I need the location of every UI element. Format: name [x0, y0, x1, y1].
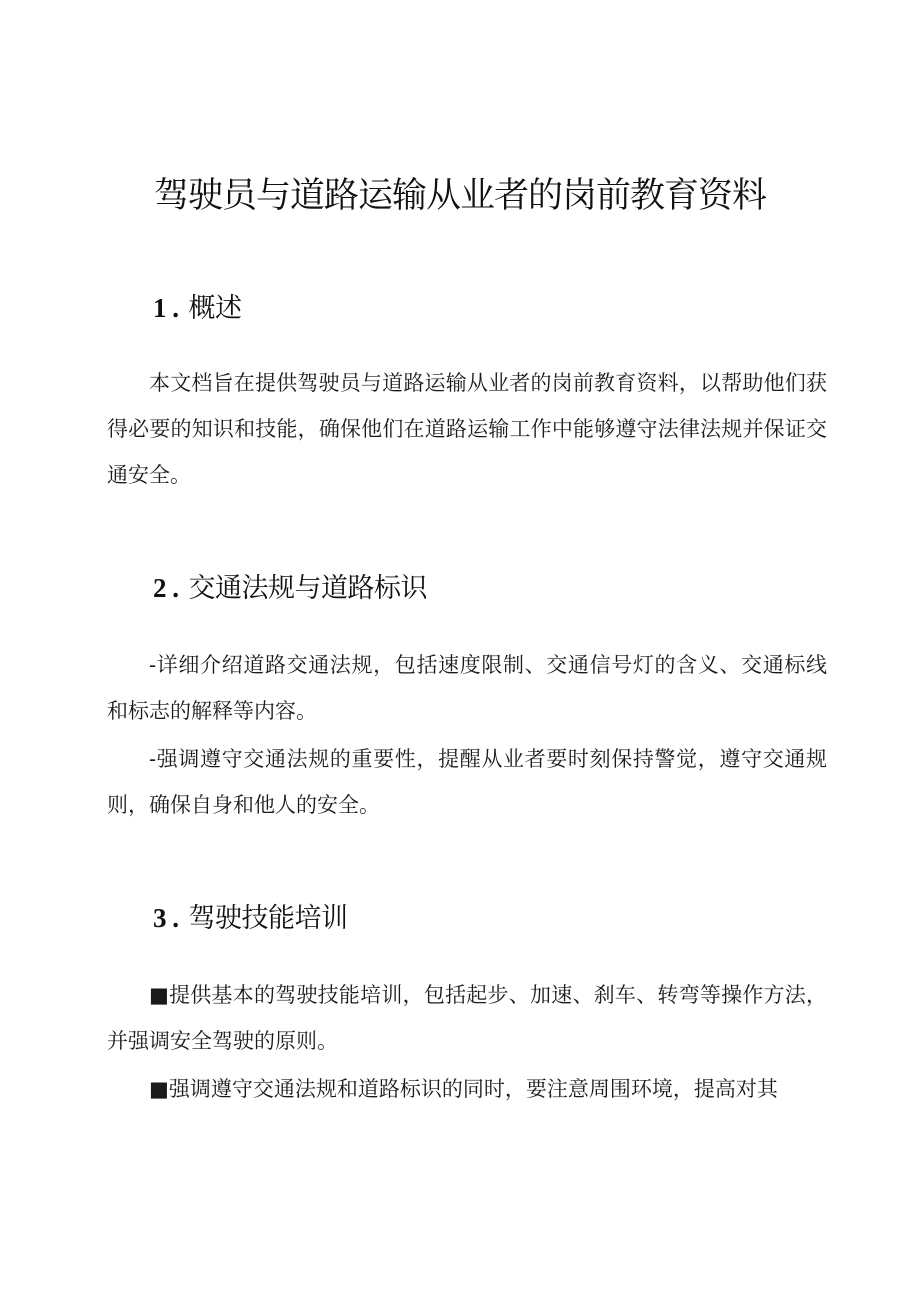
section-heading-driving-skills	[153, 898, 348, 939]
document-title: 驾驶员与道路运输从业者的岗前教育资料	[153, 176, 766, 216]
section-number: 1 .	[153, 293, 179, 323]
paragraph: ■强调遵守交通法规和道路标识的同时，要注意周围环境，提高对其	[149, 1077, 778, 1101]
section-title: 交通法规与道路标识	[188, 573, 427, 604]
section-number: 3 .	[153, 903, 179, 933]
paragraph: ■提供基本的驾驶技能培训，包括起步、加速、刹车、转弯等操作方法，并强调安全驾驶的原则。	[107, 983, 827, 1053]
paragraph: 本文档旨在提供驾驶员与道路运输从业者的岗前教育资料，以帮助他们获得必要的知识和技能，确保他们在道路运输工作中能够遵守法律法规并保证交通安全。	[107, 371, 827, 487]
section-heading-overview	[153, 288, 242, 329]
section-number: 2 .	[153, 573, 179, 603]
paragraph: -详细介绍道路交通法规，包括速度限制、交通信号灯的含义、交通标线和标志的解释等内容。	[107, 653, 827, 723]
paragraph: -强调遵守交通法规的重要性，提醒从业者要时刻保持警觉，遵守交通规则，确保自身和他人的安全。	[107, 747, 827, 817]
section-heading-traffic-rules	[153, 568, 427, 609]
section-title: 驾驶技能培训	[188, 903, 348, 934]
section-title: 概述	[188, 293, 242, 324]
